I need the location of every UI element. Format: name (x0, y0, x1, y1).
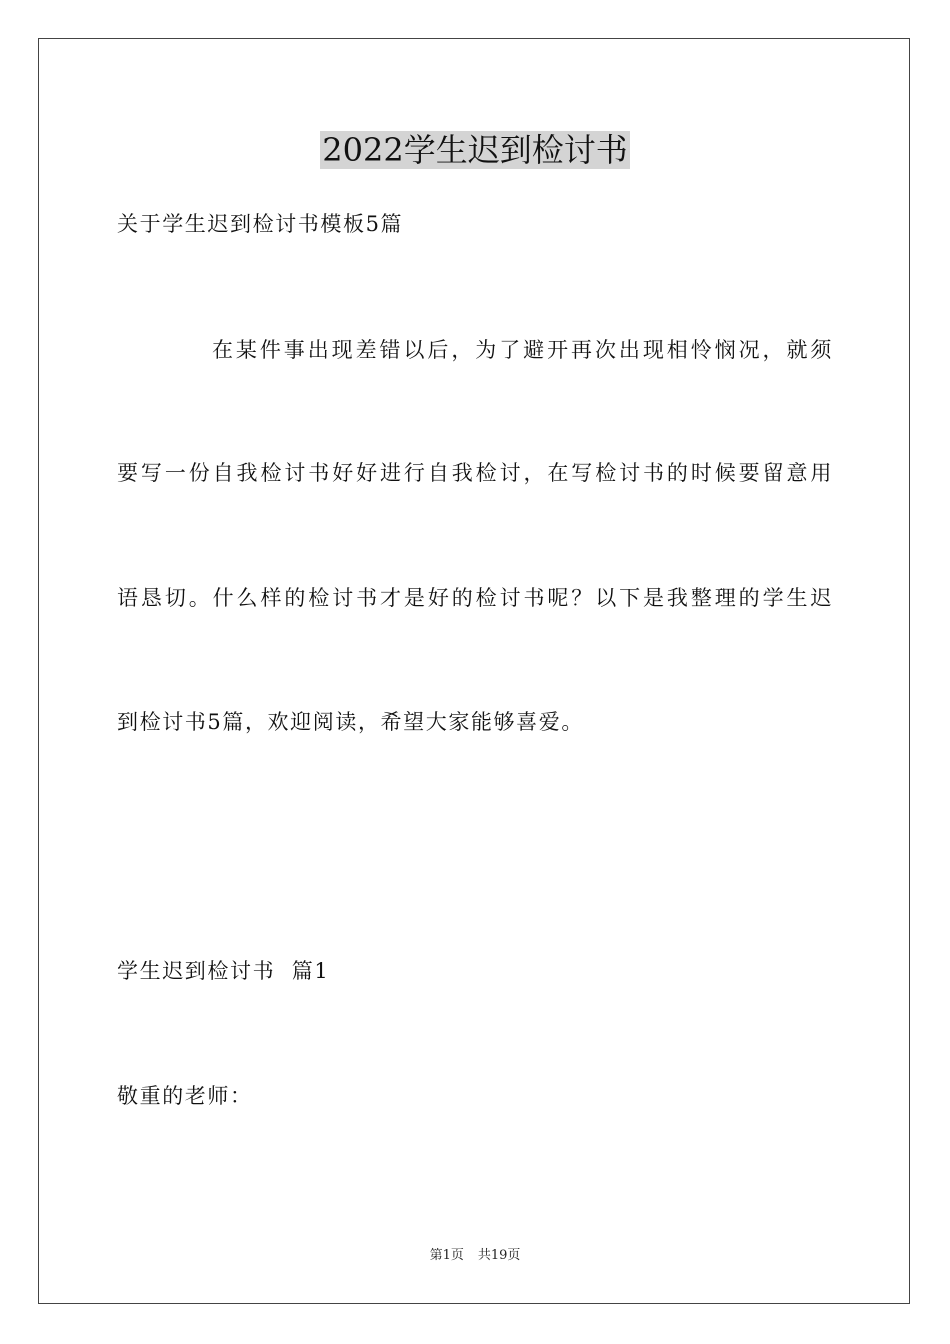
intro-line-1: 在某件事出现差错以后，为了避开再次出现相怜悯况，就须 (212, 338, 833, 362)
intro-line-3: 语恳切。什么样的检讨书才是好的检讨书呢？以下是我整理的学生迟 (117, 586, 833, 610)
document-subtitle: 关于学生迟到检讨书模板5篇 (117, 212, 404, 236)
section-heading: 学生迟到检讨书 篇1 (117, 959, 330, 983)
intro-line-2: 要写一份自我检讨书好好进行自我检讨，在写检讨书的时候要留意用 (117, 461, 833, 485)
page-number: 第1页 (429, 1248, 464, 1263)
page-footer (0, 1247, 950, 1265)
intro-line-4: 到检讨书5篇，欢迎阅读，希望大家能够喜爱。 (117, 710, 584, 734)
page-total: 共19页 (477, 1248, 521, 1263)
document-title: 2022学生迟到检讨书 (322, 131, 628, 169)
salutation: 敬重的老师： (117, 1084, 253, 1108)
